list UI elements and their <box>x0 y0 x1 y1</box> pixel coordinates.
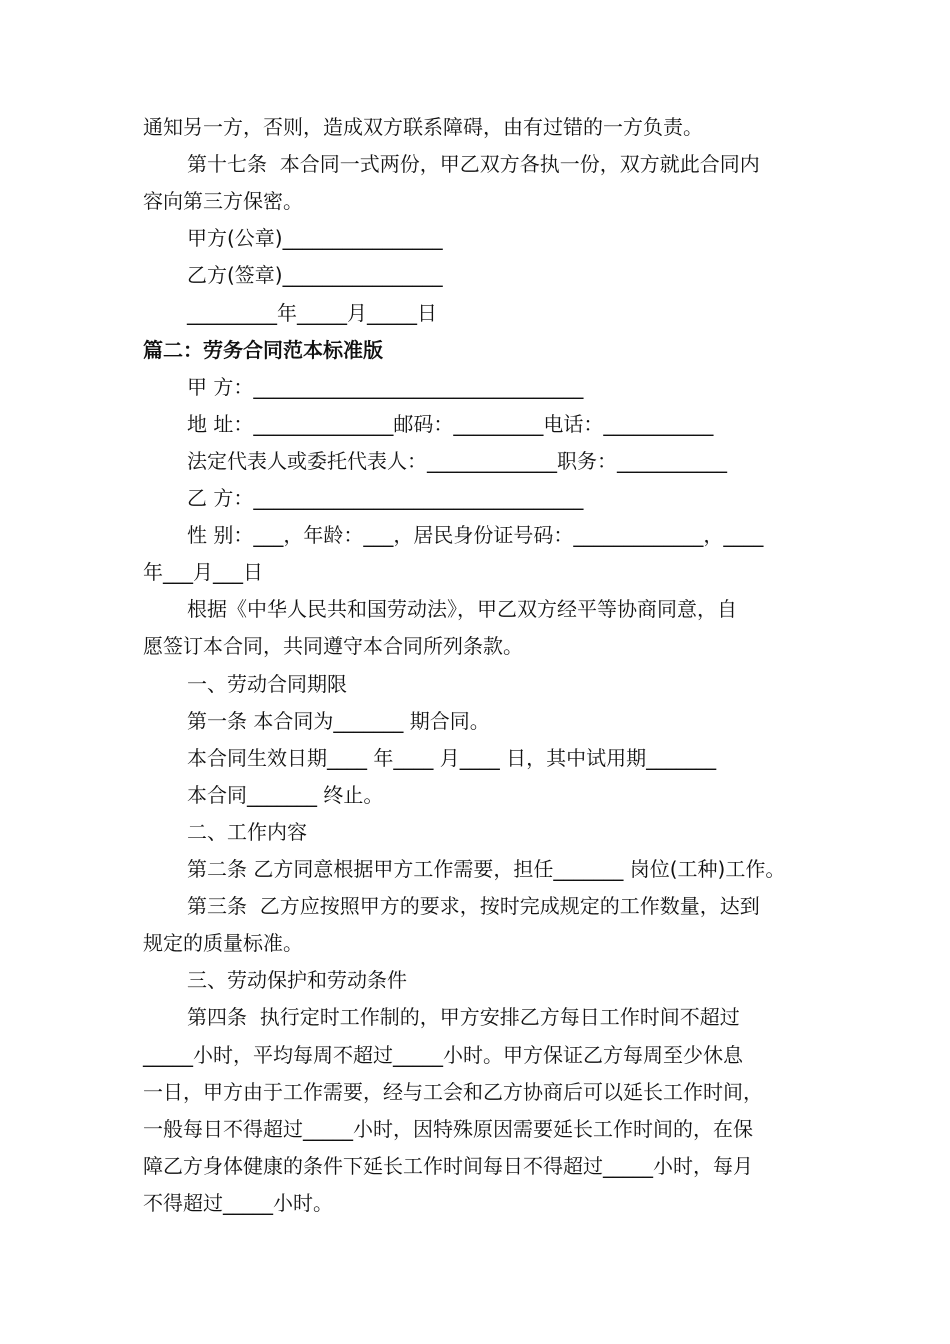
text-line: 不得超过_____小时。 <box>143 1191 333 1215</box>
text-line: 规定的质量标准。 <box>143 931 303 955</box>
text-line: 乙 方：_________________________________ <box>187 486 584 510</box>
text-line: 甲方(公章)________________ <box>187 226 443 250</box>
text-line: 一、劳动合同期限 <box>187 672 347 696</box>
text-line: _________年_____月_____日 <box>187 301 437 325</box>
text-line: 第十七条 本合同一式两份，甲乙双方各执一份，双方就此合同内 <box>187 152 760 176</box>
section-heading: 篇二：劳务合同范本标准版 <box>143 338 383 362</box>
text-line: 甲 方：_________________________________ <box>187 375 584 399</box>
text-line: 第二条 乙方同意根据甲方工作需要，担任_______ 岗位(工种)工作。 <box>187 857 786 881</box>
text-line: 乙方(签章)________________ <box>187 263 443 287</box>
text-line: 本合同生效日期____ 年____ 月____ 日，其中试用期_______ <box>187 746 717 770</box>
text-line: 一日，甲方由于工作需要，经与工会和乙方协商后可以延长工作时间， <box>143 1080 763 1104</box>
text-line: 性 别：___，年龄：___，居民身份证号码：_____________，____ <box>187 523 764 547</box>
text-line: 地 址：______________邮码：_________电话：___________ <box>187 412 714 436</box>
text-line: 法定代表人或委托代表人：_____________职务：___________ <box>187 449 727 473</box>
text-line: 通知另一方，否则，造成双方联系障碍，由有过错的一方负责。 <box>143 115 703 139</box>
text-line: 障乙方身体健康的条件下延长工作时间每日不得超过_____小时，每月 <box>143 1154 753 1178</box>
text-line: 根据《中华人民共和国劳动法》，甲乙双方经平等协商同意，自 <box>187 597 737 621</box>
text-line: 容向第三方保密。 <box>143 189 303 213</box>
text-line: 第四条 执行定时工作制的，甲方安排乙方每日工作时间不超过 <box>187 1005 740 1029</box>
text-line: 二、工作内容 <box>187 820 307 844</box>
text-line: 第三条 乙方应按照甲方的要求，按时完成规定的工作数量，达到 <box>187 894 760 918</box>
text-line: _____小时，平均每周不超过_____小时。甲方保证乙方每周至少休息 <box>143 1043 743 1067</box>
text-line: 三、劳动保护和劳动条件 <box>187 968 407 992</box>
text-line: 本合同_______ 终止。 <box>187 783 384 807</box>
text-line: 年___月___日 <box>143 560 263 584</box>
text-line: 一般每日不得超过_____小时，因特殊原因需要延长工作时间的，在保 <box>143 1117 753 1141</box>
text-line: 第一条 本合同为_______ 期合同。 <box>187 709 490 733</box>
text-line: 愿签订本合同，共同遵守本合同所列条款。 <box>143 634 523 658</box>
